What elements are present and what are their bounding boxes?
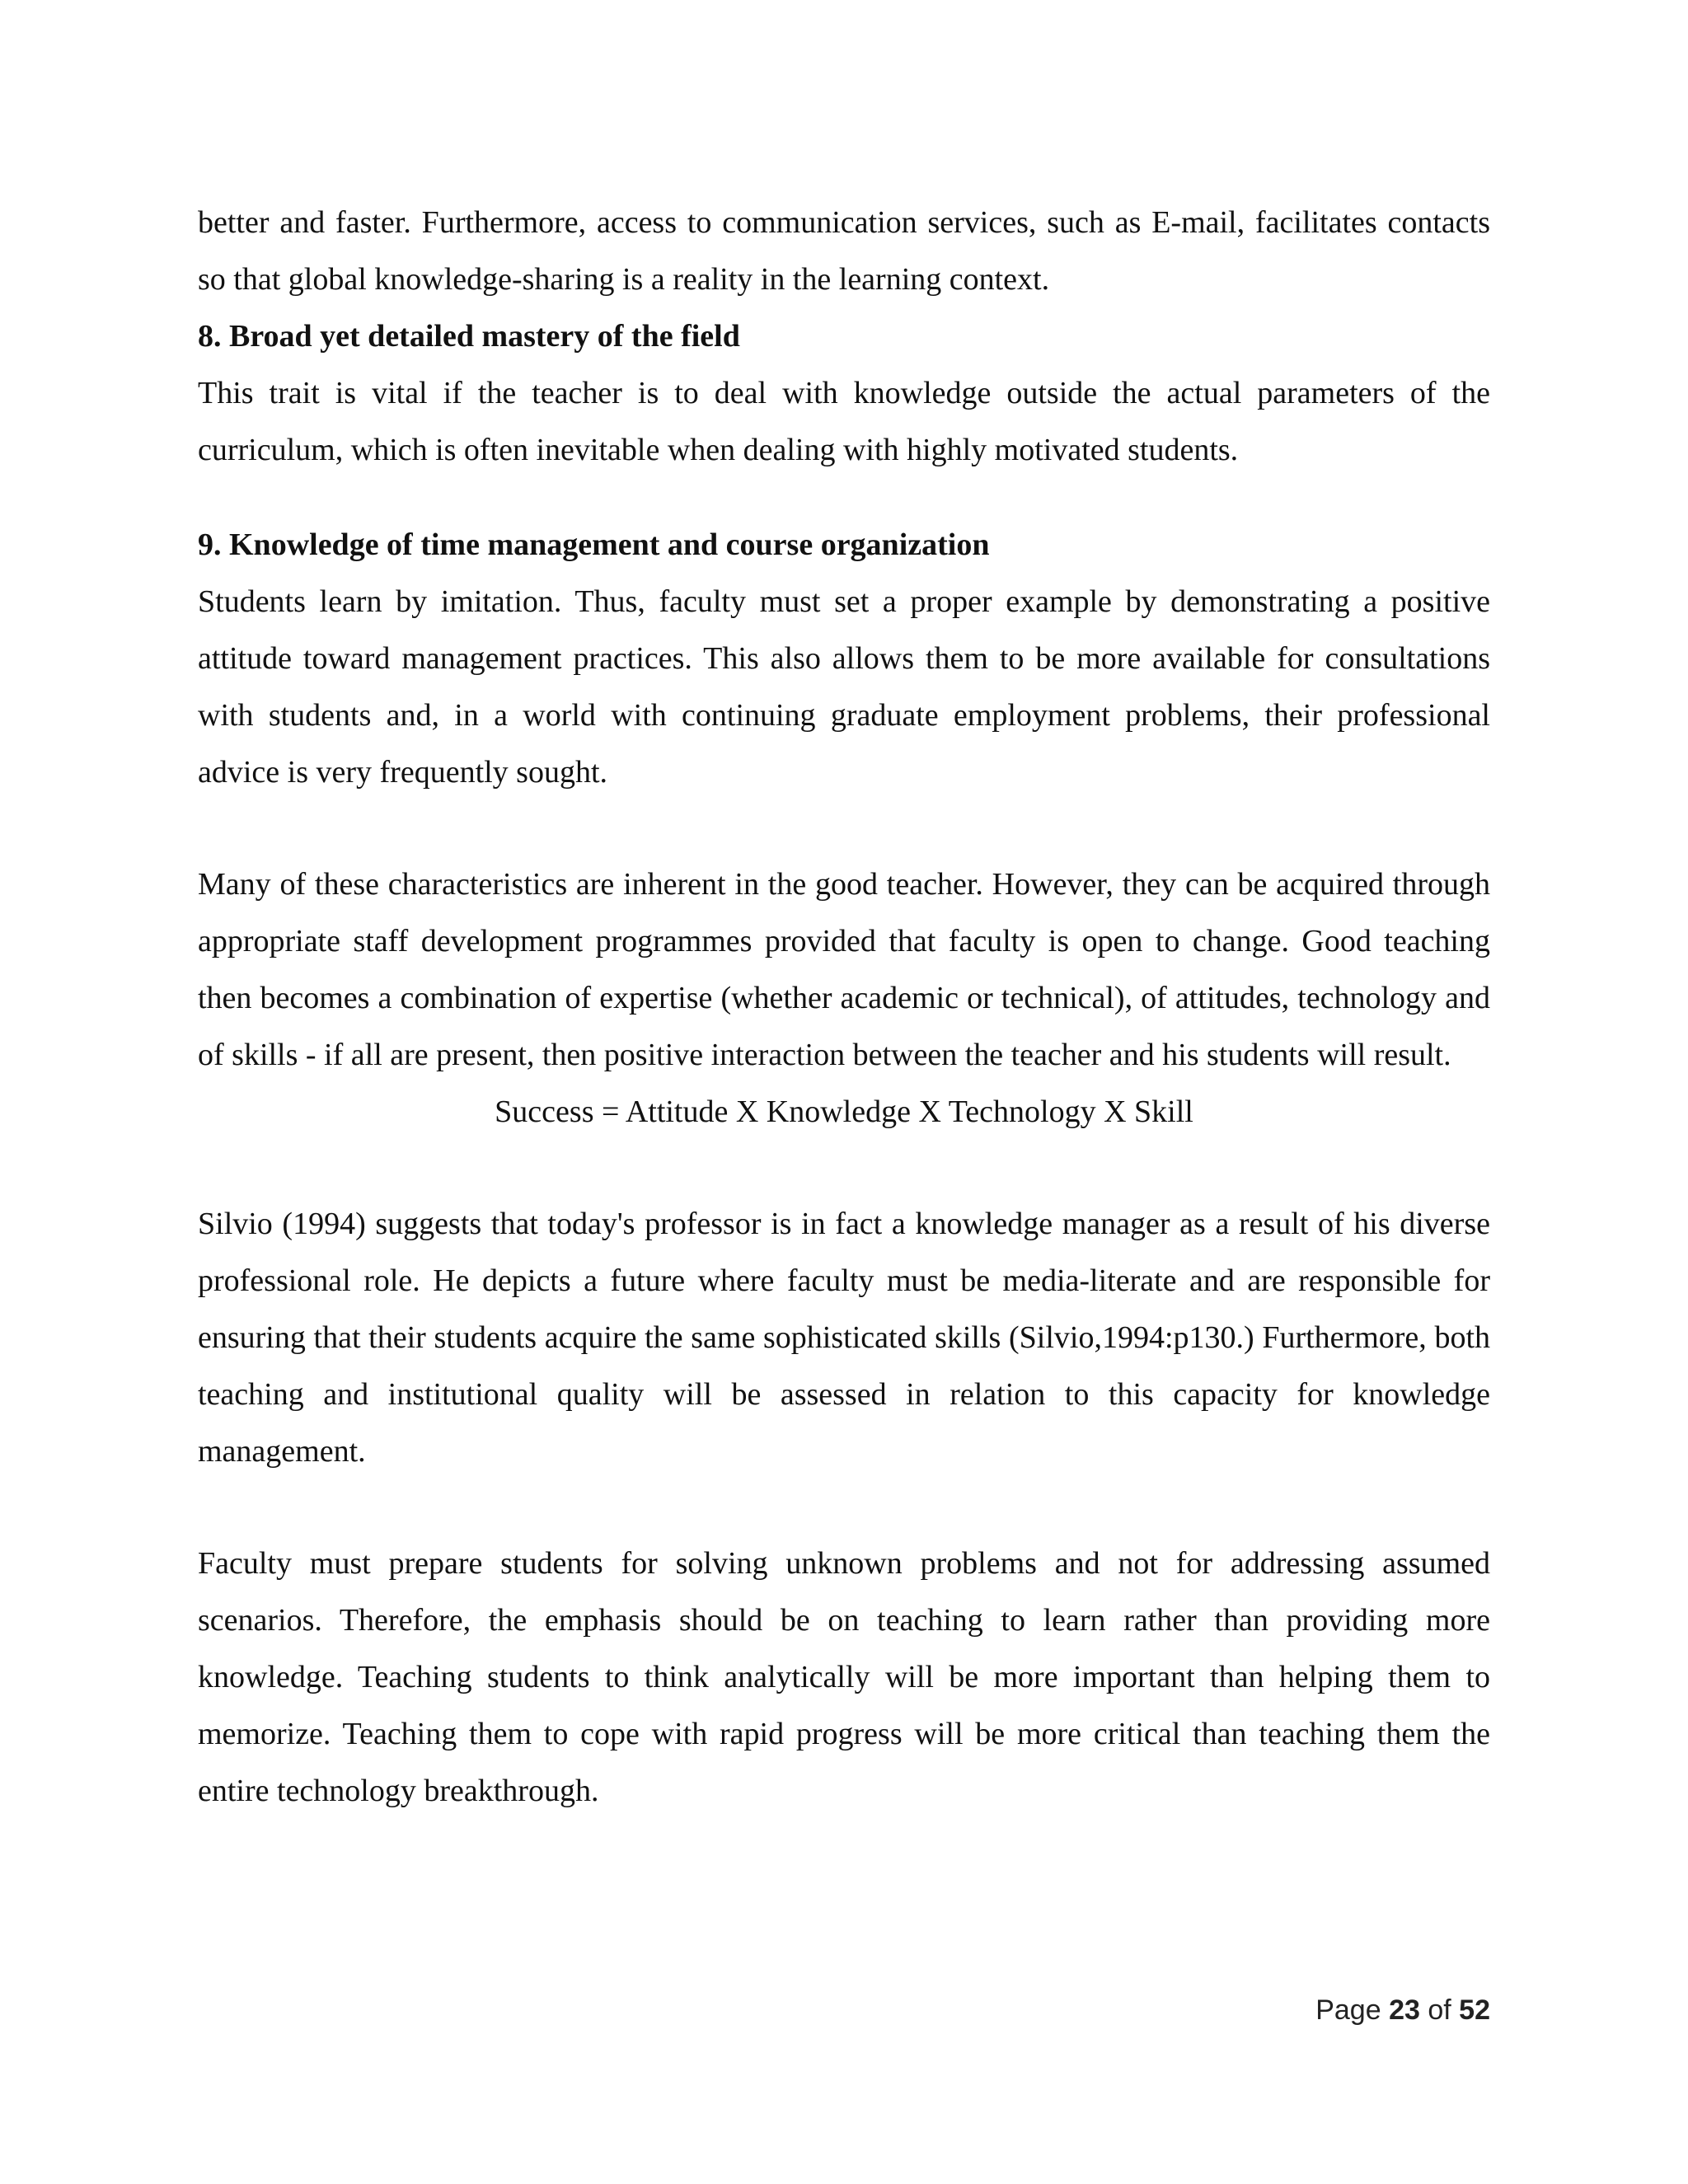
paragraph-faculty-prepare: Faculty must prepare students for solving unknown problems and not for addressing assumed scenarios. Therefore, the emphasis should be on teaching to learn rather than providing more knowledge. Teaching students to think analytically will be more important than helping them to memorize. Teaching them to cope with rapid progress will be more critical than teaching them the entire technology breakthrough. (198, 1546, 1490, 1808)
heading-broad-mastery: 8. Broad yet detailed mastery of the field (198, 319, 740, 354)
paragraph-communication-services: better and faster. Furthermore, access to communication services, such as E-mail, facilitates contacts so that global knowledge-sharing is a reality in the learning context. (198, 205, 1490, 297)
of-label: of (1428, 1994, 1451, 2026)
total-pages-number: 52 (1459, 1994, 1490, 2026)
paragraph-broad-mastery: This trait is vital if the teacher is to deal with knowledge outside the actual parameters of the curriculum, which is often inevitable when dealing with highly motivated students. (198, 376, 1490, 467)
success-formula: Success = Attitude X Knowledge X Technology X Skill (495, 1094, 1193, 1129)
paragraph-time-management: Students learn by imitation. Thus, faculty must set a proper example by demonstrating a positive attitude toward management practices. This also allows them to be more available for consultations with students and, in a world with continuing graduate employment problems, their professional advice is very frequently sought. (198, 584, 1490, 790)
paragraph-good-teaching: Many of these characteristics are inherent in the good teacher. However, they can be acquired through appropriate staff development programmes provided that faculty is open to change. Good teaching then becomes a combination of expertise (whether academic or technical), of attitudes, technology and of skills - if all are present, then positive interaction between the teacher and his students will result. (198, 867, 1490, 1072)
document-page (198, 194, 1490, 1820)
spacer (198, 801, 1490, 856)
page-label: Page (1315, 1994, 1381, 2026)
page-number-footer (1315, 1994, 1490, 2027)
paragraph-silvio: Silvio (1994) suggests that today's professor is in fact a knowledge manager as a result of his diverse professional role. He depicts a future where faculty must be media-literate and are responsible for ensuring that their students acquire the same sophisticated skills (Silvio,1994:p130.) Furthermore, both teaching and institutional quality will be assessed in relation to this capacity for knowledge management. (198, 1207, 1490, 1469)
spacer (198, 1141, 1490, 1196)
current-page-number: 23 (1389, 1994, 1420, 2026)
heading-time-management: 9. Knowledge of time management and course organization (198, 527, 990, 562)
spacer (198, 479, 1490, 517)
spacer (198, 1480, 1490, 1535)
